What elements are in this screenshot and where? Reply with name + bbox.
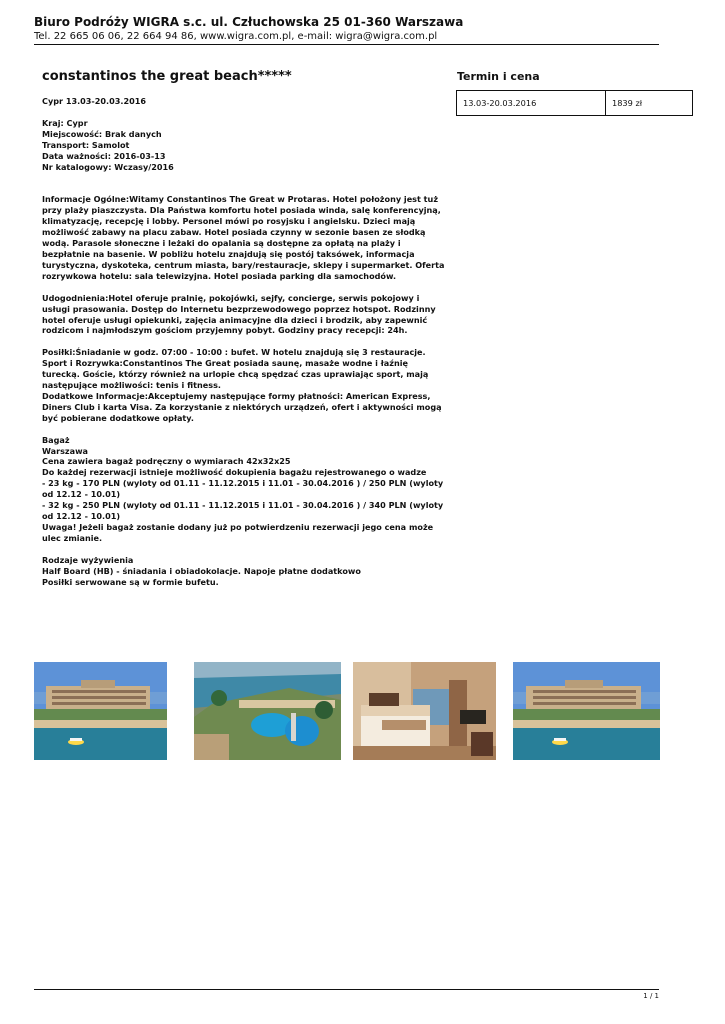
offer-title: constantinos the great beach***** xyxy=(42,69,292,84)
baggage-included: Cena zawiera bagaż podręczny o wymiarach 42x32x25 xyxy=(42,456,291,467)
baggage-warning: Uwaga! Jeżeli bagaż zostanie dodany już po potwierdzeniu rezerwacji jego cena może ulec zmianie. xyxy=(42,521,434,543)
gallery-photo-hotel-beach-2 xyxy=(513,662,660,760)
gallery-photo-pool xyxy=(194,662,341,760)
detail-transport: Transport: Samolot xyxy=(42,139,130,150)
sport-text: Sport i Rozrywka:Constantinos The Great posiada saunę, masaże wodne i łaźnię turecką. Goście, którzy również na urlopie chcą spędzać czas uprawiając sport, mają następujące możliwości: tenis i fitness. xyxy=(42,358,429,391)
page-number: 1 / 1 xyxy=(643,992,659,1000)
gallery-photo-room xyxy=(353,662,496,760)
detail-location: Miejscowość: Brak danych xyxy=(42,128,162,139)
price-row xyxy=(457,91,693,116)
board-type: Half Board (HB) - śniadania i obiadokolacje. Napoje płatne dodatkowo xyxy=(42,565,361,576)
price-section-title: Termin i cena xyxy=(457,70,540,83)
meals-text: Posiłki:Śniadanie w godz. 07:00 - 10:00 : bufet. W hotelu znajdują się 3 restauracje. xyxy=(42,347,426,358)
additional-info-text: Dodatkowe Informacje:Akceptujemy następujące formy płatności: American Express, Diners Club i karta Visa. Za korzystanie z niektórych urządzeń, ofert i aktywności mogą być pobierane dodatkowe opłaty. xyxy=(42,390,442,423)
agency-name: Biuro Podróży WIGRA s.c. ul. Człuchowska 25 01-360 Warszawa xyxy=(34,15,464,29)
price-table xyxy=(456,90,693,116)
baggage-23kg-price: - 23 kg - 170 PLN (wyloty od 01.11 - 11.12.2015 i 11.01 - 30.04.2016 ) / 250 PLN (wyloty od 12.12 - 10.01) xyxy=(42,478,444,500)
price-date: 13.03-20.03.2016 xyxy=(457,91,606,116)
price-amount: 1839 zł xyxy=(606,91,693,116)
baggage-extra-option: Do każdej rezerwacji istnieje możliwość dokupienia bagażu rejestrowanego o wadze xyxy=(42,467,427,478)
footer-divider xyxy=(34,989,659,990)
agency-contact: Tel. 22 665 06 06, 22 664 94 86, www.wigra.com.pl, e-mail: wigra@wigra.com.pl xyxy=(34,31,438,42)
detail-country: Kraj: Cypr xyxy=(42,117,88,128)
gallery-photo-hotel-beach xyxy=(34,662,167,760)
offer-subtitle: Cypr 13.03-20.03.2016 xyxy=(42,96,146,106)
board-service: Posiłki serwowane są w formie bufetu. xyxy=(42,576,219,587)
baggage-32kg-price: - 32 kg - 250 PLN (wyloty od 01.11 - 11.12.2015 i 11.01 - 30.04.2016 ) / 340 PLN (wyloty od 12.12 - 10.01) xyxy=(42,500,444,521)
board-heading: Rodzaje wyżywienia xyxy=(42,554,134,565)
detail-valid-date: Data ważności: 2016-03-13 xyxy=(42,150,166,161)
header-divider xyxy=(34,44,659,45)
offer-details xyxy=(42,96,446,587)
baggage-city: Warszawa xyxy=(42,445,89,456)
baggage-heading: Bagaż xyxy=(42,434,70,445)
general-info-text: Informacje Ogólne:Witamy Constantinos The Great w Protaras. Hotel położony jest tuż przy plaży piaszczysta. Dla Państwa komfortu hotel posiada winda, salę konferencyjną, klimatyzację, recepcję i lobby. Personel mówi po rosyjsku i angielsku. Dzieci mają możliwość zabawy na placu zabaw. Hotel posiada czynny w sezonie basen ze słodką wodą. Parasole słoneczne i leżaki do opalania są dostępne za opłatą na plaży i bezpłatnie na basenie. W pobliżu hotelu znajdują się postój taksówek, informacja turystyczna, dyskoteka, centrum miasta, bary/restauracje, sklepy i supermarket. Oferta rozrywkowa hotelu: sala telewizyjna. Hotel posiada parking dla samochodów. xyxy=(42,194,445,281)
detail-catalog-number: Nr katalogowy: Wczasy/2016 xyxy=(42,161,174,172)
amenities-text: Udogodnienia:Hotel oferuje pralnię, pokojówki, sejfy, concierge, serwis pokojowy i usługi prasowania. Dostęp do Internetu bezprzewodowego poprzez hotspot. Rodzinny hotel oferuje usługi opiekunki, zajęcia animacyjne dla dzieci i brodzik, aby zapewnić rodzicom i najmłodszym gościom przyjemny pobyt. Godziny pracy recepcji: 24h. xyxy=(42,292,436,336)
